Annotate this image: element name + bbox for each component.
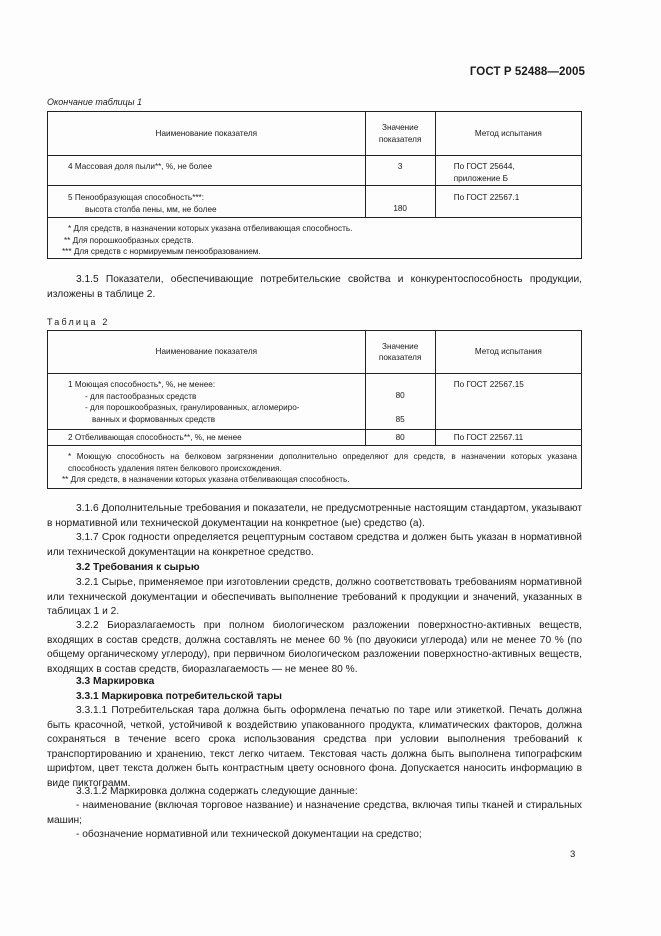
table2-row1-name-line: 1 Моющая способность*, %, не менее: [68,380,216,389]
page-number: 3 [570,849,576,860]
table-1 [47,111,582,259]
paragraph-3-1-7: 3.1.7 Срок годности определяется рецептурным составом средства и должен быть указан в нормативной или технической документации на конкретное средство. [47,532,582,558]
table2-row1-sub2a: - для порошкообразных, гранулированных, агломериро- [85,403,300,412]
table1-col-method: Метод испытания [435,112,581,156]
table-2 [47,330,582,489]
table1-row5-name [48,186,366,218]
paragraph-3-3-1-2: 3.3.1.2 Маркировка должна содержать следующие данные: [76,786,358,797]
table2-row2-name: 2 Отбеливающая способность**, %, не менее [48,430,366,446]
table2-col-method: Метод испытания [435,331,581,374]
table2-row1-sub1: - для пастообразных средств [85,391,197,401]
table2-row1-values [365,374,435,430]
table1-row5-value: 180 [365,186,435,218]
table2-footnotes-row [48,446,582,489]
heading-3-3: 3.3 Маркировка [76,676,155,687]
table2-row1-method: По ГОСТ 22567.15 [435,374,581,430]
table1-row4-method [435,156,581,186]
table-row [48,374,582,430]
heading-3-3-1: 3.3.1 Маркировка потребительской тары [76,691,282,702]
table2-row1-value2: 85 [395,414,405,424]
paragraph-3-1-5: 3.1.5 Показатели, обеспечивающие потребительские свойства и конкурентоспособность продукции, изложены в таблице 2. [47,274,582,300]
list-item: - наименование (включая торговое название) и назначение средства, включая типы тканей и стиральных машин; [47,800,582,826]
table1-row5-method: По ГОСТ 22567.1 [435,186,581,218]
table1-footnote: * Для средств, в назначении которых указана отбеливающая способность. [68,224,353,233]
table1-footnote: *** Для средств с нормируемым пенообразованием. [62,247,261,256]
table1-footnotes-row [48,218,582,259]
table1-row4-method-line2: приложение Б [453,173,508,183]
paragraph-3-2-1: 3.2.1 Сырье, применяемое при изготовлении средств, должно соответствовать требованиям нормативной или технической документации и обеспечивать выполнение требований к продукции и значений, указанных в таблицах 1 и 2. [47,577,582,617]
document-code: ГОСТ Р 52488—2005 [469,66,585,78]
table2-header-row [48,331,582,374]
table2-row1-sub2b: ванных и формованных средств [92,414,216,424]
table2-col-value: Значение показателя [365,331,435,374]
list-item: - обозначение нормативной или технической документации на средство; [76,829,422,840]
table2-footnotes [48,446,582,489]
table-row [48,156,582,186]
table2-col-name: Наименование показателя [48,331,366,374]
table1-footnote: ** Для порошкообразных средств. [64,235,194,245]
table-row [48,430,582,446]
table2-row2-method: По ГОСТ 22567.11 [435,430,581,446]
table2-footnote: ** Для средств, в назначении которых указана отбеливающая способность. [62,475,350,484]
table1-header-row [48,112,582,156]
paragraph-3-3-1-1: 3.3.1.1 Потребительская тара должна быть оформлена печатью по таре или этикеткой. Печать должна быть красочной, четкой, устойчивой к воздействию упакованного продукта, климатических факторов, должна сохраняться в течение всего срока использования средства при условии выполнения требований к транспортированию и хранению, текст легко читаем. Текстовая часть должна быть выполнена типографским шрифтом, цвет текста должен быть контрастным цвету основного фона. Допускается наносить информацию в виде пиктограмм. [47,705,582,789]
table2-row1-name [48,374,366,430]
heading-3-2: 3.2 Требования к сырью [76,562,200,573]
table2-footnote: * Моющую способность на белковом загрязнении дополнительно определяют для средств, в назначении которых указана способность удаления пятен белкового происхождения. [68,452,577,473]
table2-caption: Таблица 2 [47,317,110,327]
table1-row4-value: 3 [365,156,435,186]
table1-row5-name-line1: 5 Пенообразующая способность***: [68,193,205,202]
table1-col-name: Наименование показателя [48,112,366,156]
table1-footnotes [48,218,582,259]
table2-row1-value1: 80 [395,391,405,400]
table-row [48,186,582,218]
paragraph-3-2-2: 3.2.2 Биоразлагаемость при полном биологическом разложении поверхностно-активных веществ, входящих в состав средств, должна составлять не менее 60 % (по двуокиси углерода) или не менее 70 % (по общему органическому углероду), при первичном биологическом разложении поверхностно-активных веществ, входящих в состав средств, биоразлагаемость — не менее 80 %. [47,620,582,675]
table2-row2-value: 80 [365,430,435,446]
table1-row5-name-line2: высота столба пены, мм, не более [85,204,217,214]
table1-col-value: Значение показателя [365,112,435,156]
paragraph-3-1-6: 3.1.6 Дополнительные требования и показатели, не предусмотренные настоящим стандартом, указывают в нормативной или технической документации на конкретное (ые) средство (а). [47,503,582,529]
table1-row4-method-line1: По ГОСТ 25644, [453,162,515,171]
table1-row4-name: 4 Массовая доля пыли**, %, не более [48,156,366,186]
table1-caption: Окончание таблицы 1 [47,97,142,107]
